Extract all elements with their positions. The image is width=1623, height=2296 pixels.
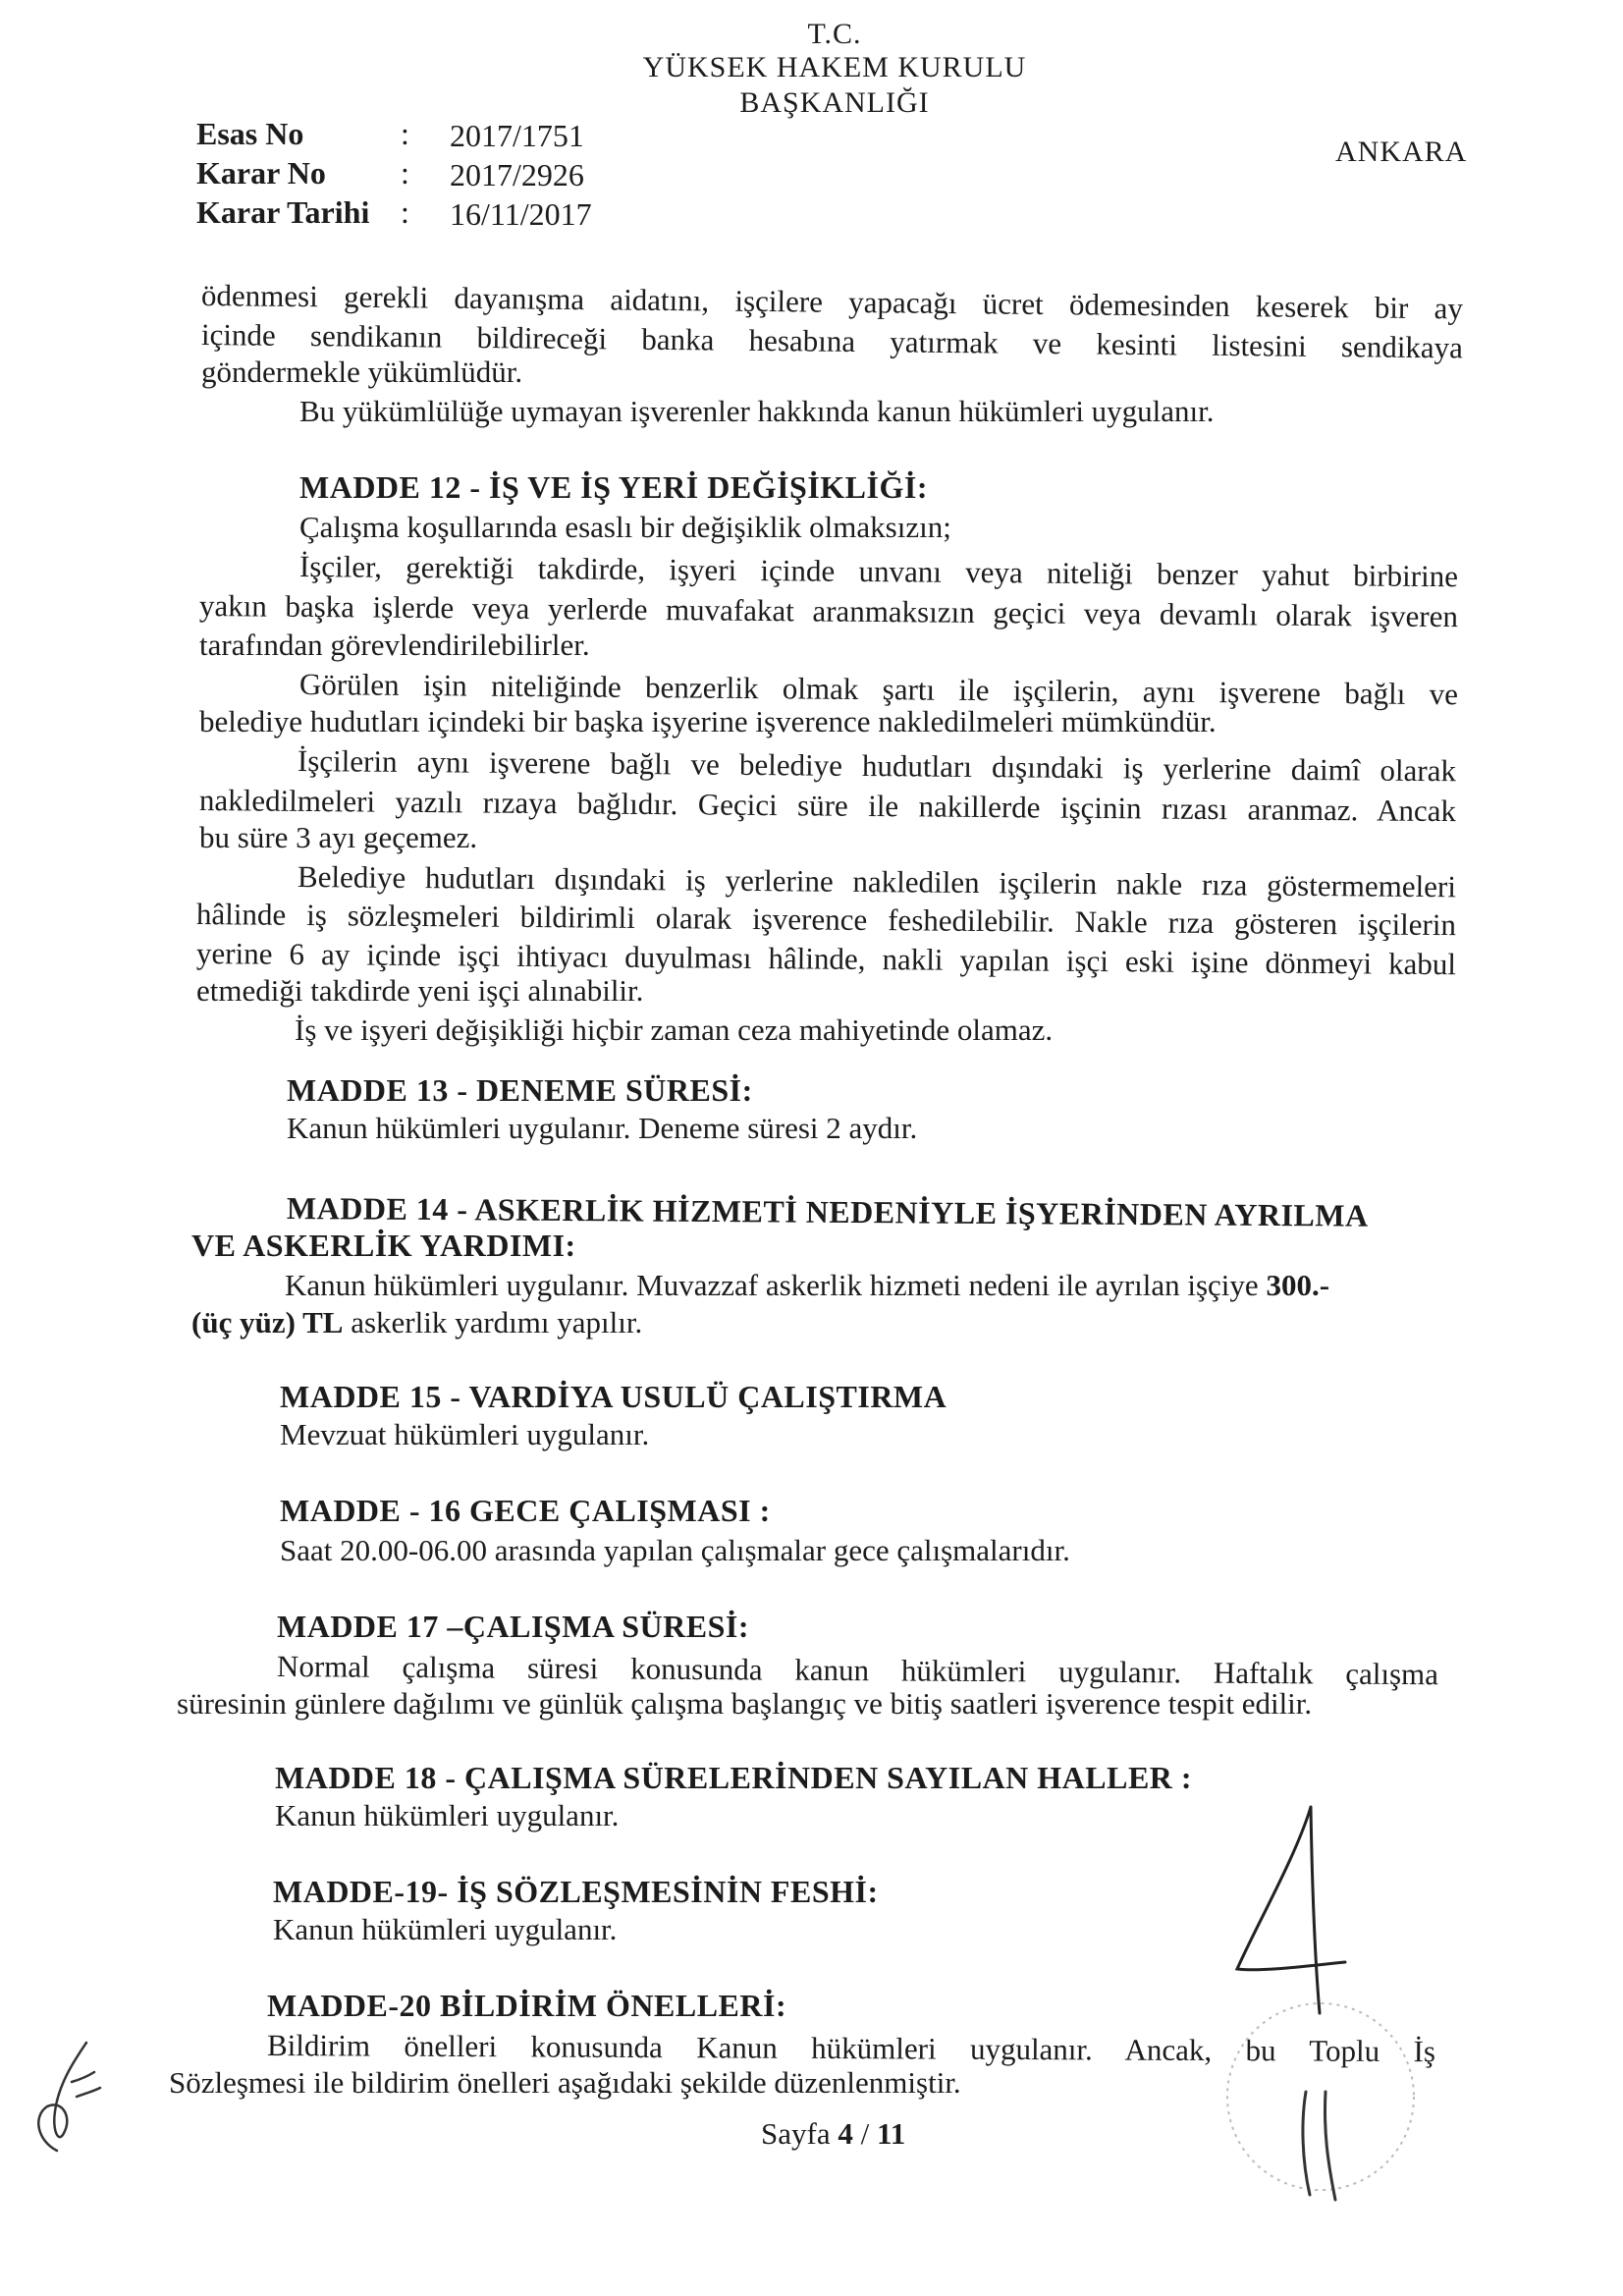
esas-no-label: Esas No: [196, 116, 304, 151]
intro-line-1: ödenmesi gerekli dayanışma aidatını, işçilere yapacağı ücret ödemesinden keserek bir ay: [200, 278, 1464, 326]
madde-12-line: İşçiler, gerektiği takdirde, işyeri içinde unvanı veya niteliği benzer yahut birbirine: [298, 549, 1459, 594]
header-tc: T.C.: [807, 18, 862, 50]
askerlik-yardimi-amount-words: (üç yüz) TL: [191, 1305, 344, 1339]
karar-tarihi-colon: :: [401, 194, 409, 230]
madde-12-line: İş ve işyeri değişikliği hiçbir zaman ceza mahiyetinde olamaz.: [295, 1012, 1054, 1047]
madde-12-line: hâlinde iş sözleşmeleri bildirimli olarak işverence feshedilebilir. Nakle rıza gösteren işçilerin: [195, 897, 1457, 943]
madde-12-line: yakın başka işlerde veya yerlerde muvafakat aranmaksızın geçici veya devamlı olarak işveren: [198, 588, 1459, 634]
page-total: 11: [876, 2116, 906, 2151]
esas-no-colon: :: [401, 116, 409, 151]
header-department: BAŞKANLIĞI: [739, 86, 930, 119]
madde-17-heading: MADDE 17 –ÇALIŞMA SÜRESİ:: [277, 1609, 749, 1644]
madde-14-line: [285, 1267, 1329, 1304]
madde-12-heading: MADDE 12 - İŞ VE İŞ YERİ DEĞİŞİKLİĞİ:: [299, 469, 928, 505]
madde-14-line-text: askerlik yardımı yapılır.: [351, 1305, 643, 1339]
madde-13-heading: MADDE 13 - DENEME SÜRESİ:: [287, 1072, 753, 1108]
intro-line-3: göndermekle yükümlüdür.: [201, 355, 523, 389]
header-institution: YÜKSEK HAKEM KURULU: [642, 51, 1027, 83]
madde-12-line: belediye hudutları içindeki bir başka işyerine işverence nakledilmeleri mümkündür.: [199, 704, 1217, 738]
madde-14-line-text: Kanun hükümleri uygulanır. Muvazzaf askerlik hizmeti nedeni ile ayrılan işçiye: [285, 1268, 1259, 1302]
madde-12-line: İşçilerin aynı işverene bağlı ve belediye hudutları dışındaki iş yerlerine daimî olarak: [297, 743, 1457, 789]
intro-line-4: Bu yükümlülüğe uymayan işverenler hakkında kanun hükümleri uygulanır.: [299, 394, 1215, 428]
page-separator: /: [860, 2116, 870, 2151]
madde-12-line: bu süre 3 ayı geçemez.: [199, 820, 478, 854]
madde-16-heading: MADDE - 16 GECE ÇALIŞMASI :: [280, 1493, 771, 1528]
madde-16-line: Saat 20.00-06.00 arasında yapılan çalışmalar gece çalışmalarıdır.: [280, 1533, 1070, 1567]
madde-12-line: Görülen işin niteliğinde benzerlik olmak şartı ile işçilerin, aynı işverene bağlı ve: [298, 667, 1459, 712]
karar-no-label: Karar No: [196, 155, 326, 191]
madde-14-heading-cont: VE ASKERLİK YARDIMI:: [191, 1228, 576, 1263]
intro-line-2: içinde sendikanın bildireceği banka hesabına yatırmak ve kesinti listesini sendikaya: [200, 317, 1464, 365]
madde-12-line: tarafından görevlendirilebilirler.: [199, 628, 590, 662]
madde-12-line: yerine 6 ay içinde işçi ihtiyacı duyulması hâlinde, nakli yapılan işçi eski işine dönmeyi kabul: [195, 936, 1457, 982]
madde-12-line: etmediği takdirde yeni işçi alınabilir.: [196, 973, 644, 1008]
madde-15-heading: MADDE 15 - VARDİYA USULÜ ÇALIŞTIRMA: [280, 1379, 947, 1414]
madde-20-heading: MADDE-20 BİLDİRİM ÖNELLERİ:: [267, 1988, 787, 2023]
header-city: ANKARA: [1335, 136, 1468, 168]
askerlik-yardimi-amount: 300.-: [1266, 1268, 1330, 1302]
madde-20-line: Bildirim önelleri konusunda Kanun hükümleri uygulanır. Ancak, bu Toplu İş: [266, 2028, 1436, 2069]
page-number-prefix: Sayfa: [761, 2116, 831, 2151]
page-number: [761, 2116, 905, 2152]
karar-tarihi-label: Karar Tarihi: [196, 194, 370, 230]
madde-12-line: Belediye hudutları dışındaki iş yerlerine nakledilen işçilerin nakle rıza göstermemeleri: [297, 859, 1457, 904]
madde-14-heading: MADDE 14 - ASKERLİK HİZMETİ NEDENİYLE İŞYERİNDEN AYRILMA: [286, 1190, 1369, 1233]
esas-no-value: 2017/1751: [450, 118, 584, 153]
madde-17-line: Normal çalışma süresi konusunda kanun hükümleri uygulanır. Haftalık çalışma: [276, 1649, 1439, 1692]
madde-20-line: Sözleşmesi ile bildirim önelleri aşağıdaki şekilde düzenlenmiştir.: [169, 2065, 961, 2100]
madde-17-line: süresinin günlere dağılımı ve günlük çalışma başlangıç ve bitiş saatleri işverence tespit edilir.: [177, 1686, 1313, 1721]
madde-13-line: Kanun hükümleri uygulanır. Deneme süresi 2 aydır.: [287, 1111, 918, 1145]
stamp-mark: [1208, 1974, 1434, 2219]
page-current: 4: [838, 2116, 853, 2151]
karar-tarihi-value: 16/11/2017: [450, 196, 592, 232]
madde-14-line: [191, 1304, 642, 1341]
karar-no-value: 2017/2926: [450, 157, 584, 192]
madde-19-line: Kanun hükümleri uygulanır.: [273, 1912, 618, 1946]
initials-mark: [18, 2023, 106, 2170]
karar-no-colon: :: [401, 155, 409, 191]
madde-19-heading: MADDE-19- İŞ SÖZLEŞMESİNİN FESHİ:: [273, 1874, 879, 1909]
madde-12-line: Çalışma koşullarında esaslı bir değişiklik olmaksızın;: [299, 510, 951, 544]
madde-15-line: Mevzuat hükümleri uygulanır.: [280, 1417, 650, 1451]
madde-12-line: nakledilmeleri yazılı rızaya bağlıdır. Geçici süre ile nakillerde işçinin rızası aranmaz. Ancak: [198, 783, 1457, 829]
madde-18-line: Kanun hükümleri uygulanır.: [275, 1798, 620, 1832]
madde-18-heading: MADDE 18 - ÇALIŞMA SÜRELERİNDEN SAYILAN HALLER :: [275, 1760, 1193, 1795]
